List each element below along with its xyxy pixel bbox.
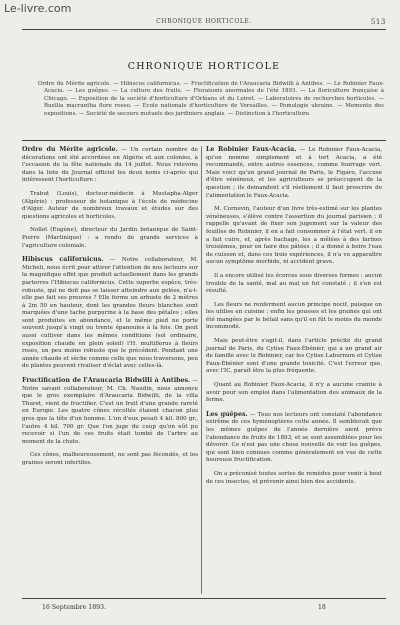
column-divider	[201, 146, 202, 594]
paragraph-cornevin: M. Cornevin, l'auteur d'un livre très-estimé sur les plantes vénéneuses, s'élève contre l'assertion du journal parisien ; il rappelle qu'avant de fixer son jugement sur la valeur des feuilles de Robinier, il en a fait consommer à l'état vert, il en a fait cuire, et, après hachage, les a mêlées à des farines troisièmes, pour en faire des pâtées ; il a donné à boire l'eau de cuisson et, dans ces trois expériences, il n'a vu apparaître aucun symptôme morbide, ni accident grave.	[206, 206, 382, 266]
summary-rule	[22, 140, 386, 141]
article-body: — Tous nos lecteurs ont constaté l'abondance extrême de ces hyménoptères cette année. Il semblerait que les mêmes guêpes de l'année dernière aient prévu l'abondance de fruits de 1893, et se sont assemblées pour les dévorer. Ce n'est pas une chose nouvelle de voir les guêpes, qui sont bien connues comme généralement en vue de cette heureuse fructification.	[206, 411, 383, 464]
paragraph-araucaria-end: Ces cônes, malheureusement, ne sont pas fécondés, et les graines seront infertiles.	[22, 452, 198, 466]
watermark: Le-livre.com	[4, 2, 72, 15]
right-column	[206, 146, 382, 492]
paragraph-nollet: Nollet (Eugène), directeur du Jardin botanique de Saint-Pierre (Martinique) : a rendu de grands services à l'agriculture coloniale.	[22, 227, 198, 249]
paragraph-ecorces: Il a encore utilisé les écorces sous diverses formes : aucun trouble de la santé, mal au mal en fut constaté ; il s'en est résulté.	[206, 272, 382, 295]
paragraph-precaution: On a préconisé toutes sortes de remèdes pour venir à bout de ces insectes, et prévenir ainsi bien des accidents.	[206, 470, 382, 485]
running-head-title: CHRONIQUE HORTICOLE.	[156, 18, 252, 25]
signature-number: 18	[318, 604, 326, 611]
article-merite	[22, 146, 198, 185]
article-araucaria	[22, 377, 198, 446]
article-heading: Ordre du Mérite agricole.	[22, 146, 118, 153]
footer-rule	[22, 598, 386, 599]
paragraph-fleurs: Les fleurs ne renferment aucun principe nocif, puisque on les utilise en cuisine ; enfin les gousses et les graines qui ont été mangées par le bétail sans qu'il en fût le moins du monde incommodé.	[206, 301, 382, 331]
article-heading: Fructification de l'Araucaria Bidwilli à Antibes.	[22, 377, 191, 385]
article-body: — Le Robinier Faux-Acacia, qu'on nomme simplement et à tort Acacia, a été recommandé, entre autres essences, comme fourrage vert. Mais voici qu'un grand journal de Paris, le Figaro, l'accuse d'être vénéneux, et les agriculteurs se préoccupent de la question ; ils demandent s'il réellement il faut proscrire de l'alimentation le Faux-Acacia.	[206, 147, 382, 199]
paragraph-cytise: Mais peut-être s'agit-il, dans l'article précité du grand journal de Paris, du Cytise Faux-Ébénier, qui a un grand air de famille avec le Robinier, car les Cytise Laburnum et Cytise Faux-Ébénier sont d'une grande toxicité. C'est l'erreur que, avec l'IC, paraît être la plus fréquente.	[206, 338, 382, 375]
paragraph-trabut: Trabut (Louis), docteur-médecin à Mustapha-Alger (Algérie) : professeur de botanique à l'école de médecine d'Alger. Auteur de nombreux travaux et études sur des questions agricoles et horticoles.	[22, 190, 198, 220]
article-body: — Notre collaborateur, M. Micheli, nous écrit pour attirer l'attention de nos lecteurs sur la magnifique effet que produit actuellement dans les grands parterres l'Hibiscus californicus. Cette superbe espèce, très-robuste, qui ne doit pas se laisser atteindre aux gelées, n'a-t-elle pas fait ses preuves ? Elle forme un arbuste de 2 mètres à 2m 50 en hauteur, dont les grandes fleurs blanches sont marquées d'une tache purpurine à la base des pétales ; elles sont produites en abondance, et le même pied ne porte souvent jusqu'à vingt ou trente épanouies à la fois. On peut aussi cultiver dans les mêmes conditions (sol ordinaire, exposition chaude en plein soleil) l'H. multiflorus à fleurs roses, un peu moins robuste que le précédent. Pendant une année chaude et sèche comme celle que nous traversons, peu de plantes peuvent rivaliser d'éclat avec celles-là.	[22, 257, 198, 370]
article-robinier	[206, 146, 382, 200]
header-rule	[22, 29, 386, 30]
article-body: — Notre savant collaborateur, M. Ch. Naudin, nous annonce que le gros exemplaire d'Araucaria Bidwilli, de la villa Thuret, vient de fructifier. C'est un fruit d'une grande rareté en Europe. Les quatre cônes récoltés étaient chacun plus gros que la tête d'un homme. L'un d'eux pesait 4 kil. 800 gr., l'autre 4 kil. 700 gr. Que l'on juge du coup qu'on eût pu recevoir si l'un de ces fruits était tombé de l'arbre au moment de la chute.	[22, 378, 198, 445]
article-hibiscus	[22, 256, 198, 371]
article-body: — Un certain nombre de décorations ont été accordées en Algérie et aux colonies, à l'occasion de la fête nationale du 14 juillet. Nous relevons dans la liste du Journal officiel les deux noms ci-après qui intéressent l'horticulture :	[22, 147, 198, 184]
article-heading: Les guêpes.	[206, 410, 248, 418]
article-guepes	[206, 411, 382, 465]
article-heading: Le Robinier Faux-Acacia.	[206, 146, 297, 153]
page-title: CHRONIQUE HORTICOLE	[127, 61, 281, 72]
article-heading: Hibiscus californicus.	[22, 256, 104, 264]
summary-paragraph: Ordre du Mérite agricole. — Hibiscus californicus. — Fructification de l'Araucaria Bidwilli à Antibes. — Le Robinier Faux-Acacia. — Les guêpes. — La culture des fruits. — Floraisons anormales de l'été 1893. — La floriculture française à Chicago. — Exposition de la société d'horticulture d'Orléans et du Loiret. — Laboratoires de recherches horticoles. — Ruellia macrantha flore roseo. — École nationale d'horticulture de Versailles. — Pomologie ukraine. — Memento des expositions. — Société de secours mutuels des jardiniers anglais. — Distinction à l'horticulture.	[38, 81, 384, 117]
left-column	[22, 146, 198, 474]
paragraph-conclusion: Quant au Robinier Faux-Acacia, il n'y a aucune crainte à avoir pour son emploi dans l'alimentation des animaux de la ferme.	[206, 382, 382, 404]
issue-date: 16 Septembre 1893.	[42, 604, 106, 611]
page-number: 513	[370, 18, 386, 26]
